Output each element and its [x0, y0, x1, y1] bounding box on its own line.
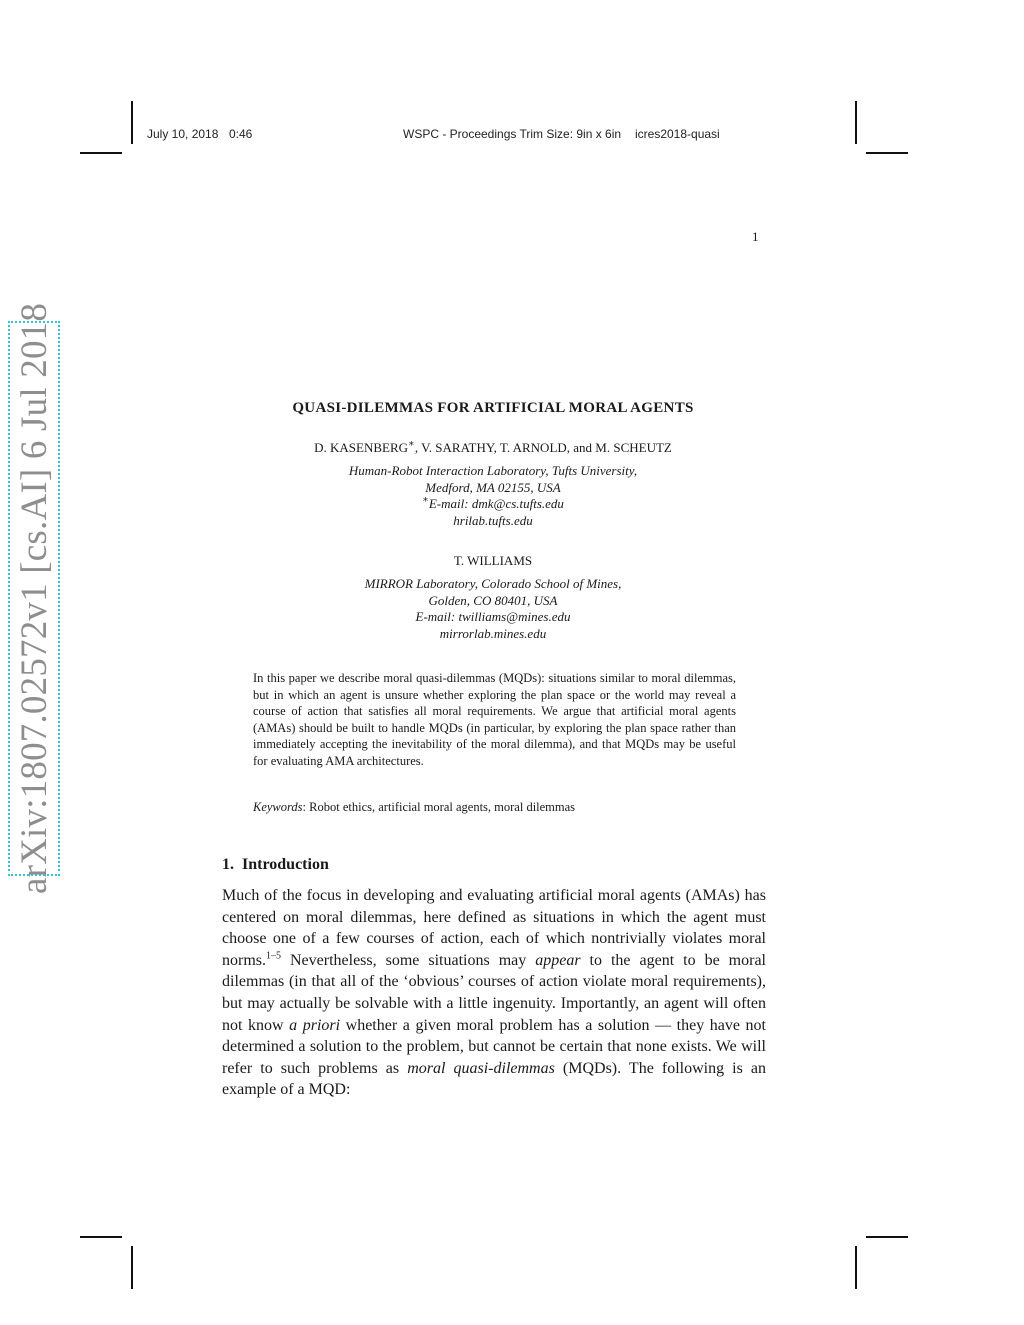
keywords-text: : Robot ethics, artificial moral agents, moral dilemmas	[302, 800, 576, 814]
header-time: 0:46	[229, 127, 253, 141]
emphasis-a-priori: a priori	[289, 1016, 341, 1034]
header-date: July 10, 2018	[147, 127, 219, 141]
author-1-website: hrilab.tufts.edu	[453, 513, 533, 528]
paper-title: QUASI-DILEMMAS FOR ARTIFICIAL MORAL AGENTS	[292, 400, 694, 416]
crop-mark-bottom-left-vertical	[131, 1246, 133, 1289]
body-text-part-5: (MQDs). The following is an example of a MQD:	[222, 1059, 767, 1099]
crop-mark-top-left-horizontal	[80, 152, 122, 154]
body-text-part-2: Nevertheless, some situations may	[281, 951, 536, 969]
affiliation-2-line-2: Golden, CO 80401, USA	[428, 593, 558, 608]
crop-mark-bottom-right-horizontal	[866, 1236, 908, 1238]
page-number: 1	[752, 229, 759, 244]
crop-mark-top-right-vertical	[855, 101, 857, 144]
crop-mark-bottom-right-vertical	[855, 1246, 857, 1289]
author-list-2: T. WILLIAMS	[453, 553, 533, 568]
author-list-1	[0, 440, 986, 456]
author-2-email: E-mail: twilliams@mines.edu	[415, 609, 571, 624]
email-marker: ∗	[422, 494, 429, 506]
arxiv-identifier-text: arXiv:1807.02572v1 [cs.AI] 6 Jul 2018	[13, 302, 55, 895]
keywords	[253, 800, 575, 815]
body-text-part-4: whether a given moral problem has a solution — they have not determined a solution to the problem, but cannot be certain that none exists. We will refer to such problems as	[222, 1016, 766, 1077]
author-names-rest: , V. SARATHY, T. ARNOLD, and M. SCHEUTZ	[414, 440, 672, 455]
header-filename: icres2018-quasi	[635, 127, 720, 141]
emphasis-appear: appear	[535, 951, 581, 969]
emphasis-mqd-term: moral quasi-dilemmas	[407, 1059, 555, 1077]
crop-mark-bottom-left-horizontal	[80, 1236, 122, 1238]
crop-mark-top-left-vertical	[131, 101, 133, 144]
header-trim-size: WSPC - Proceedings Trim Size: 9in x 6in	[403, 127, 622, 141]
affiliation-2-line-1: MIRROR Laboratory, Colorado School of Mines,	[364, 576, 622, 591]
citation-reference: 1–5	[266, 950, 281, 962]
section-number: 1.	[222, 856, 234, 873]
body-text-part-1: Much of the focus in developing and evaluating artificial moral agents (AMAs) has centered on moral dilemmas, here defined as situations in which the agent must choose one of a few courses of action, each of which nontrivially violates moral norms.	[222, 887, 766, 969]
author-names-primary: D. KASENBERG	[314, 440, 409, 455]
affiliation-1-line-1: Human-Robot Interaction Laboratory, Tufts University,	[348, 463, 638, 478]
keywords-label: Keywords	[253, 800, 303, 814]
author-2-website: mirrorlab.mines.edu	[439, 626, 547, 641]
body-text-part-3: to the agent to be moral dilemmas (in that all of the ‘obvious’ courses of action violate moral requirements), but may actually be solvable with a little ingenuity. Importantly, an agent will often not know	[222, 951, 766, 1034]
section-heading	[222, 856, 329, 874]
introduction-paragraph	[222, 885, 766, 1101]
section-title: Introduction	[242, 856, 329, 873]
author-1-email	[0, 496, 986, 512]
author-1-email-text: E-mail: dmk@cs.tufts.edu	[428, 496, 564, 511]
crop-mark-top-right-horizontal	[866, 152, 908, 154]
corresponding-author-marker: ∗	[408, 438, 415, 450]
affiliation-1-line-2: Medford, MA 02155, USA	[425, 480, 561, 495]
abstract: In this paper we describe moral quasi-dilemmas (MQDs): situations similar to moral dilemmas, but in which an agent is unsure whether exploring the plan space or the world may reveal a course of action that satisfies all moral requirements. We argue that artificial moral agents (AMAs) should be built to handle MQDs (in particular, by exploring the plan space rather than immediately accepting the inevitability of the moral dilemma), and that MQDs may be useful for evaluating AMA architectures.	[253, 671, 736, 768]
